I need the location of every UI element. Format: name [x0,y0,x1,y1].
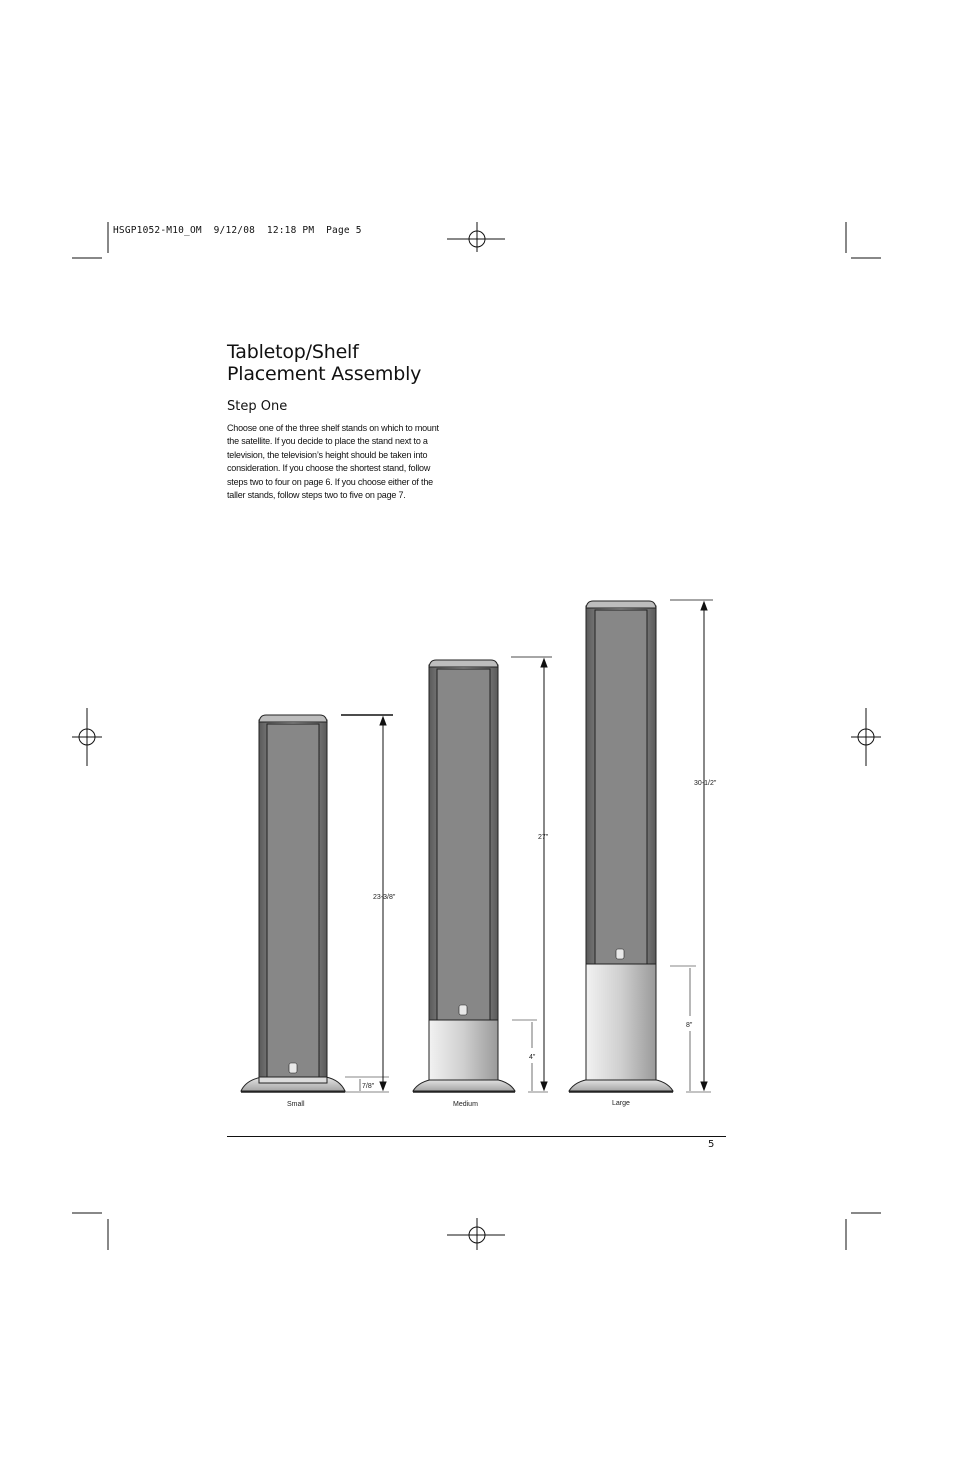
stand-label-medium: Medium [453,1101,478,1108]
stand-base-column [429,1020,498,1080]
dimension-medium [511,657,552,1092]
printer-slug: HSGP1052-M10_OM 9/12/08 12:18 PM Page 5 [113,225,362,236]
speaker-logo-icon [289,1063,297,1073]
dimension-small [341,715,393,1092]
body-line: steps two to four on page 6. If you choose either of the [227,476,433,487]
body-line: Choose one of the three shelf stands on which to mount [227,423,439,433]
dimension-label-small-base: 7/8" [362,1083,375,1090]
dimension-label-large-base: 8" [686,1022,693,1029]
step-heading: Step One [227,399,288,414]
stand-label-large: Large [612,1100,630,1107]
stand-foot [569,1079,673,1091]
body-line: the satellite. If you decide to place the stand next to a [227,436,428,447]
speaker-grille [595,610,647,964]
speaker-top-cap [429,660,498,667]
dimension-label-medium-height: 27" [538,834,549,841]
dimension-label-large-height: 30-1/2" [694,780,717,787]
stand-medium [413,660,515,1092]
dimension-label-medium-base: 4" [529,1054,536,1061]
stand-base-column [586,964,656,1080]
dimension-large [670,600,713,1092]
body-line: consideration. If you choose the shortest stand, follow [227,463,431,474]
stand-large [569,601,673,1092]
speaker-grille [437,669,490,1020]
footer-rule [227,1136,726,1137]
stand-foot [413,1079,515,1091]
page-number: 5 [708,1139,715,1150]
title-line-1: Tabletop/Shelf [227,341,359,363]
speaker-grille [267,724,319,1077]
body-line: taller stands, follow steps two to five on page 7. [227,490,406,501]
title-line-2: Placement Assembly [227,363,422,385]
speaker-top-cap [259,715,327,722]
stand-small [241,715,345,1092]
speaker-logo-icon [616,949,624,959]
stand-base-plate [259,1077,327,1083]
stand-label-small: Small [287,1101,305,1108]
speaker-logo-icon [459,1005,467,1015]
body-line: television, the television’s height should be taken into [227,449,428,460]
speaker-top-cap [586,601,656,608]
dimension-label-small-height: 23-3/8" [373,894,396,901]
